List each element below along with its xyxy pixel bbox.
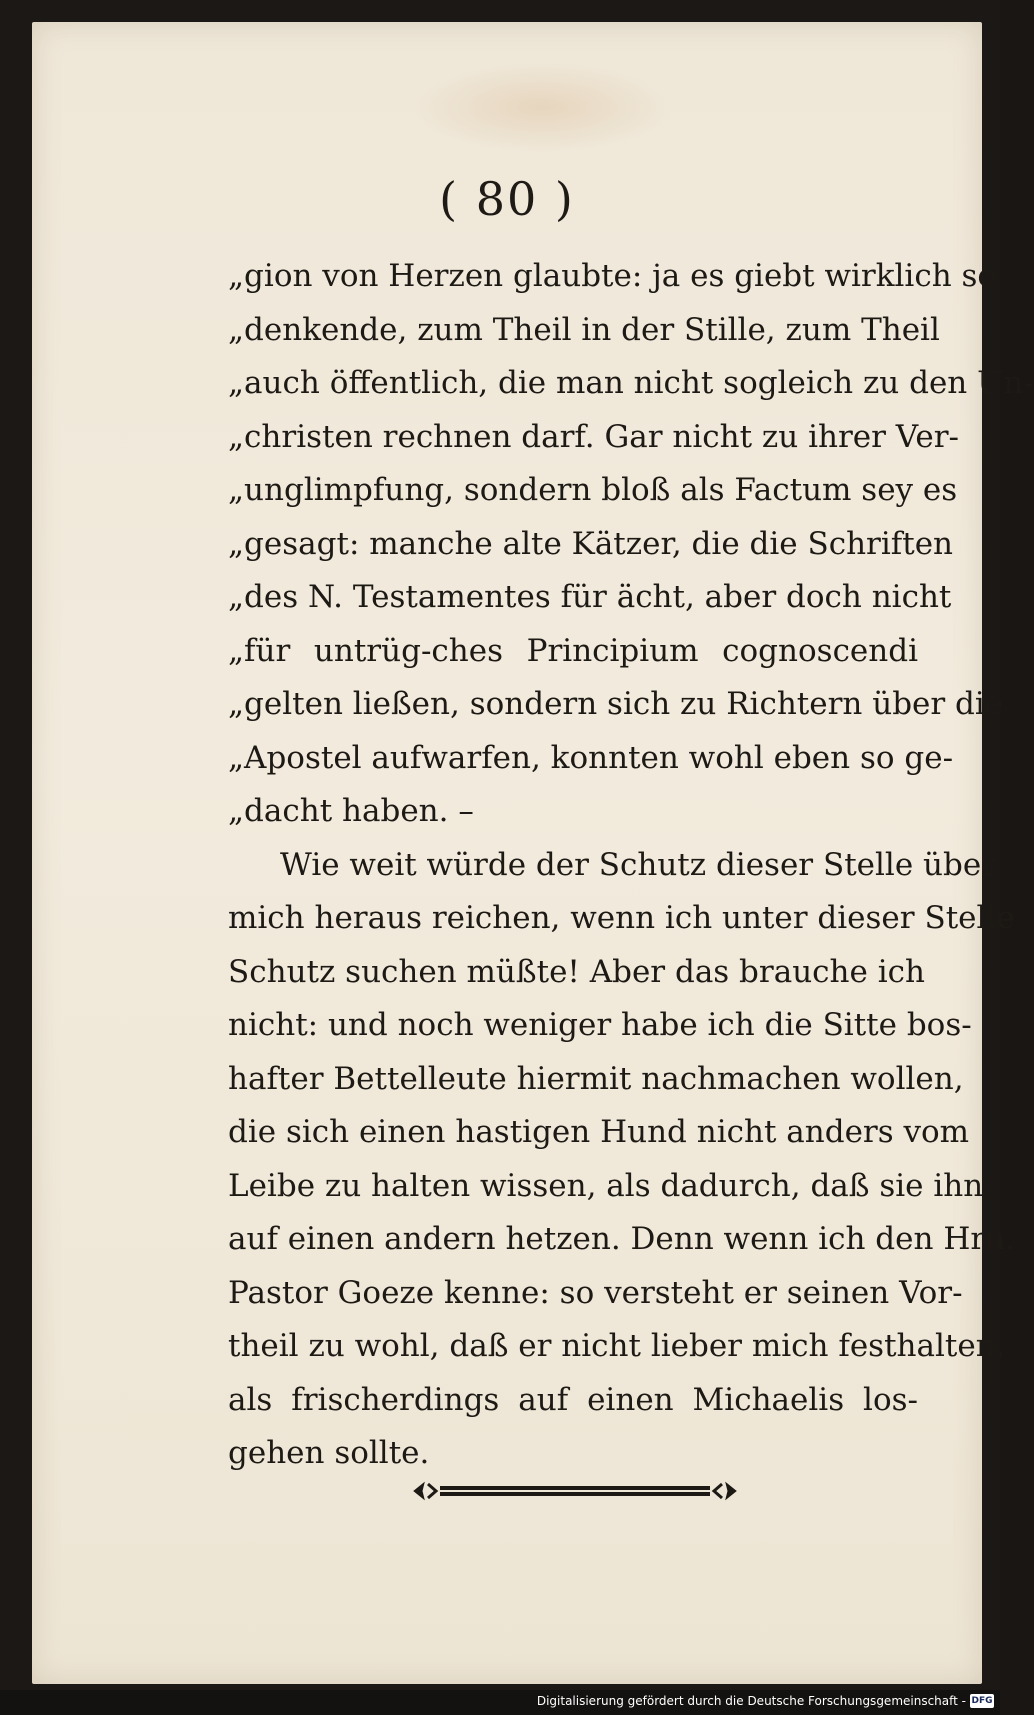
text-line: mich heraus reichen, wenn ich unter dieser Stelle — [228, 900, 1015, 936]
text-line: die sich einen hastigen Hund nicht anders vom — [228, 1114, 970, 1150]
text-line: „denkende, zum Theil in der Stille, zum Theil — [228, 311, 940, 348]
digitization-credit: Digitalisierung gefördert durch die Deutsche Forschungsgemeinschaft - — [536, 1694, 966, 1708]
paper-stain — [412, 62, 672, 152]
text-line: hafter Bettelleute hiermit nachmachen wollen, — [228, 1060, 964, 1097]
dfg-logo: DFG — [971, 1696, 993, 1706]
text-line: gehen sollte. — [228, 1435, 430, 1471]
page-number: ( 80 ) — [439, 172, 575, 226]
text-line: „des N. Testamentes für ächt, aber doch nicht — [228, 579, 952, 615]
text-line: „auch öffentlich, die man nicht sogleich zu den Un- — [228, 365, 1034, 401]
text-line: „Apostel aufwarfen, konnten wohl eben so ge- — [228, 739, 954, 776]
text-line: „unglimpfung, sondern bloß als Factum sey es — [228, 472, 958, 508]
text-line: theil zu wohl, daß er nicht lieber mich festhalten, — [228, 1328, 1006, 1364]
text-line: „für untrüg-ches Principium cognoscendi — [228, 632, 918, 669]
text-line: nicht: und noch weniger habe ich die Sitte bos- — [228, 1007, 972, 1043]
text-line: „christen rechnen darf. Gar nicht zu ihrer Ver- — [228, 418, 959, 455]
text-line: Pastor Goeze kenne: so versteht er seinen Vor- — [228, 1274, 963, 1311]
text-line: Schutz suchen müßte! Aber das brauche ich — [228, 953, 925, 990]
body-text — [228, 250, 1034, 1481]
text-line: als frischerdings auf einen Michaelis los- — [228, 1381, 918, 1418]
text-line: Wie weit würde der Schutz dieser Stelle über — [280, 846, 997, 883]
ornament-divider — [410, 1478, 740, 1504]
text-line: „gelten ließen, sondern sich zu Richtern über die — [228, 686, 1004, 722]
text-line: „gesagt: manche alte Kätzer, die die Schriften — [228, 525, 954, 562]
text-line: „dacht haben. – — [228, 793, 474, 829]
book-page — [32, 22, 1034, 1684]
text-line: Leibe zu halten wissen, als dadurch, daß sie ihn — [228, 1167, 984, 1204]
text-line: „gion von Herzen glaubte: ja es giebt wirklich so — [228, 258, 997, 294]
text-line: auf einen andern hetzen. Denn wenn ich den Hrn. — [228, 1221, 1015, 1257]
